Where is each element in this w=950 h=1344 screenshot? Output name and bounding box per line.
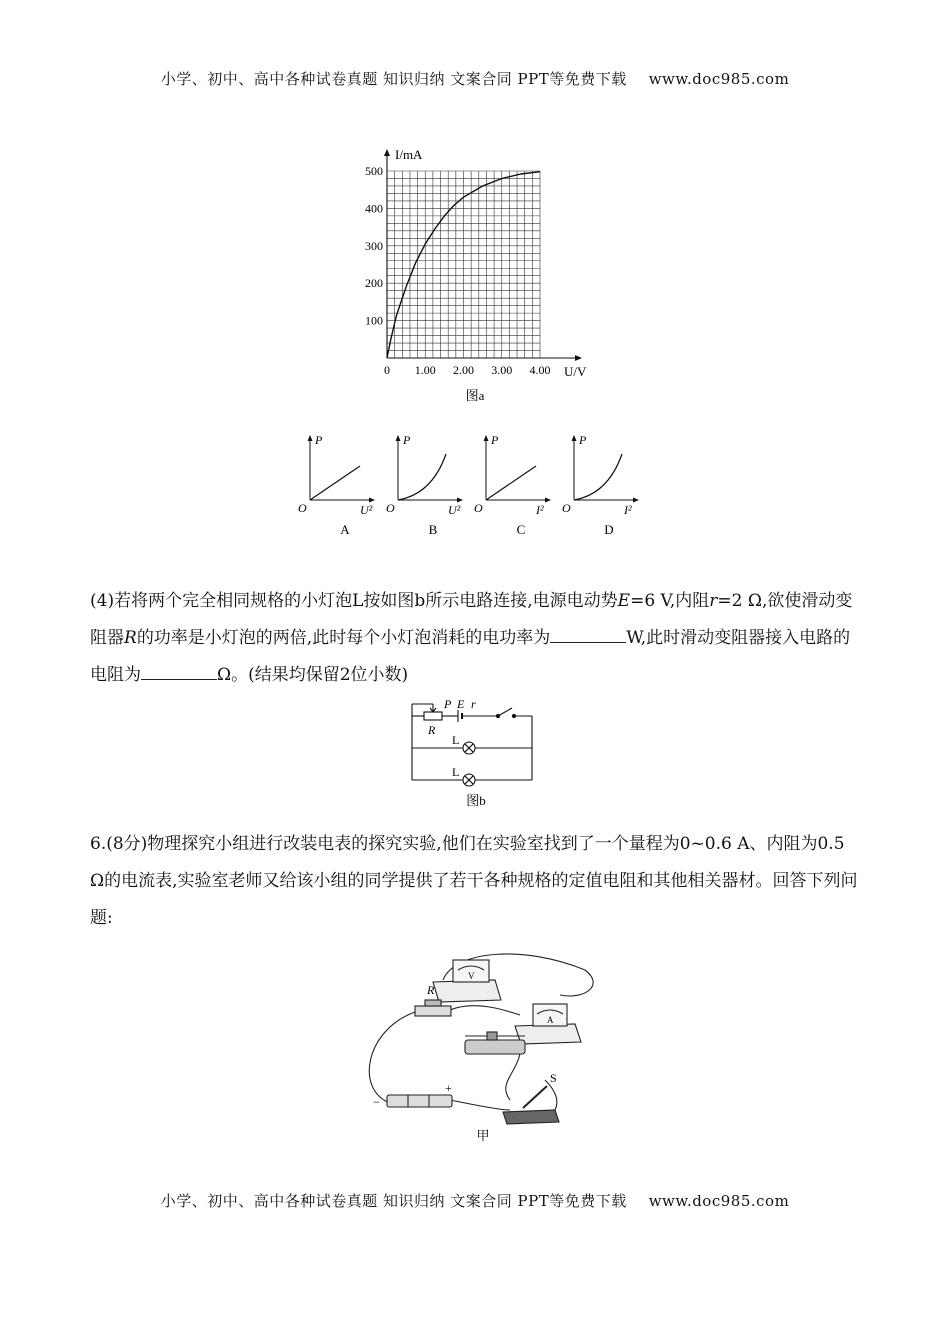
figure-a-chart [340,140,610,410]
question-4 [90,583,860,694]
figure-jia-apparatus [355,940,605,1145]
label-lamp-1: L [452,733,460,747]
figure-b-caption: 图b [466,793,486,808]
option-curve [574,454,622,500]
option-curve [486,466,536,500]
option-y-label: P [403,433,411,447]
label-R: R [428,723,436,737]
option-letter: A [340,522,350,537]
option-origin-label: O [562,501,571,515]
chart-ticks [365,164,551,377]
resistor [415,1000,451,1016]
y-axis-arrow [384,149,390,156]
option-y-arrow [484,435,489,441]
q4-text-1: (4)若将两个完全相同规格的小灯泡L按如图b所示电路连接,电源电动势 [90,591,618,611]
chart-y-label: I/mA [395,147,423,162]
option-x-label: I² [536,503,544,517]
rheostat [465,1032,525,1054]
y-tick-label: 500 [365,164,383,178]
label-p: P [444,698,452,711]
q4-var-r: r [709,591,718,611]
x-tick-label: 0 [384,363,390,377]
y-tick-label: 200 [365,276,383,291]
voltmeter-label: V [468,971,475,981]
header-url: www.doc985.com [648,70,790,88]
page-footer [0,1190,950,1211]
figure-a-caption: 图a [465,388,485,403]
answer-blank-resistance[interactable] [141,661,217,680]
q4-text-3: =2 Ω,欲使滑动变阻器 [90,591,853,648]
option-y-arrow [308,435,313,441]
q4-var-e: E [617,591,631,611]
option-graph-c [474,433,551,537]
y-tick-label: 300 [365,238,383,253]
option-x-arrow [457,498,463,503]
q4-text-2: =6 V,内阻 [630,591,710,611]
question-6 [90,826,860,937]
option-x-label: U² [448,503,461,517]
answer-blank-power[interactable] [550,624,626,643]
option-x-arrow [633,498,639,503]
option-y-label: P [579,433,587,447]
y-tick-label: 100 [365,313,383,328]
option-y-arrow [572,435,577,441]
option-origin-label: O [474,501,483,515]
rheostat-symbol [424,712,442,720]
battery-minus: − [373,1095,380,1109]
battery-pack [387,1095,452,1107]
option-y-arrow [396,435,401,441]
chart-axes [384,149,582,361]
footer-url: www.doc985.com [648,1192,790,1210]
ammeter-label: A [547,1015,554,1025]
option-curve [398,454,446,500]
x-tick-label: 2.00 [453,363,474,377]
option-x-arrow [369,498,375,503]
q4-var-R: R [124,628,137,648]
switch-blade [498,708,512,716]
option-x-arrow [545,498,551,503]
q4-text-4: 的功率是小灯泡的两倍,此时每个小灯泡消耗的电功率为 [136,628,551,648]
option-origin-label: O [298,501,307,515]
chart-grid [387,171,540,358]
chart-x-label: U/V [564,364,587,379]
option-letter: C [516,522,526,537]
figure-b-circuit [400,698,550,810]
figure-jia-caption: 甲 [476,1128,490,1143]
option-letter: B [428,522,438,537]
resistor-label: R [427,983,435,997]
q6-text: 6.(8分)物理探究小组进行改装电表的探究实验,他们在实验室找到了一个量程为0~0.6 A、内阻为0.5 Ω的电流表,实验室老师又给该小组的同学提供了若干各种规格的定值电阻和其他相关器材。回答下列问题: [90,834,858,928]
label-e: E [457,698,465,711]
option-y-label: P [491,433,499,447]
label-lamp-2: L [452,765,460,779]
header-text: 小学、初中、高中各种试卷真题 知识归纳 文案合同 PPT等免费下载 [160,70,627,88]
x-tick-label: 3.00 [491,363,513,377]
option-graphs [290,430,670,550]
option-y-label: P [315,433,323,447]
option-graph-a [298,433,375,537]
wire-2 [369,1012,415,1103]
page-header [0,68,950,89]
switch [503,1086,559,1124]
battery-plus: + [445,1081,452,1095]
x-tick-label: 1.00 [414,363,436,377]
label-r-small: r [471,698,476,711]
wire-5 [450,1100,510,1110]
option-x-label: I² [624,503,632,517]
x-axis-arrow [575,355,582,361]
footer-text: 小学、初中、高中各种试卷真题 知识归纳 文案合同 PPT等免费下载 [160,1192,627,1210]
option-graph-b [386,433,463,537]
option-origin-label: O [386,501,395,515]
q4-text-5: W,此时滑动变阻器接入电路的电阻为 [90,628,851,685]
voltmeter [433,960,501,1002]
option-letter: D [604,522,614,537]
x-tick-label: 4.00 [529,363,551,377]
wire-3 [450,1006,520,1015]
switch-label: S [550,1071,557,1085]
q4-text-6: Ω。(结果均保留2位小数) [217,665,409,685]
option-graph-d [562,433,639,537]
y-tick-label: 400 [365,201,383,216]
option-x-label: U² [360,503,373,517]
option-curve [310,466,360,500]
